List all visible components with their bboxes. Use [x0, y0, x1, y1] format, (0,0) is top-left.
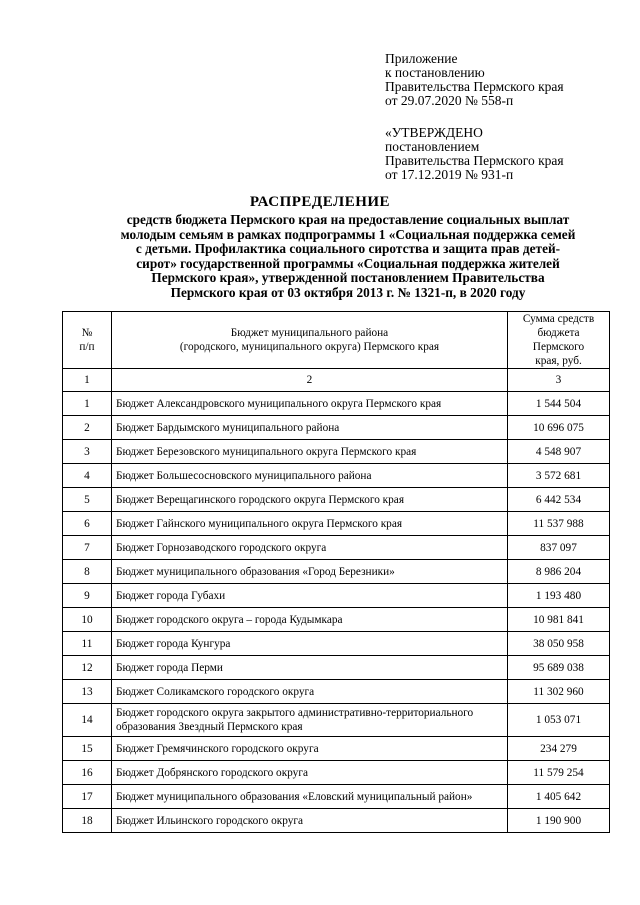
header-sum: Сумма средств бюджета Пермского края, руб.: [508, 312, 610, 369]
row-sum: 11 537 988: [508, 512, 610, 536]
row-sum: 1 544 504: [508, 392, 610, 416]
distribution-table: [62, 311, 610, 833]
table-row: [63, 392, 610, 416]
table-header-row: [63, 312, 610, 369]
row-sum: 1 405 642: [508, 785, 610, 809]
table-body: [63, 369, 610, 833]
row-number: 3: [63, 440, 112, 464]
row-number: 14: [63, 704, 112, 737]
row-number: 5: [63, 488, 112, 512]
row-budget-name: Бюджет Горнозаводского городского округа: [112, 536, 508, 560]
row-sum: 234 279: [508, 737, 610, 761]
row-sum: 837 097: [508, 536, 610, 560]
row-budget-name: Бюджет Большесосновского муниципального района: [112, 464, 508, 488]
row-number: 8: [63, 560, 112, 584]
subtitle-line: средств бюджета Пермского края на предоставление социальных выплат: [126, 212, 570, 227]
row-number: 10: [63, 608, 112, 632]
row-sum: 10 981 841: [508, 608, 610, 632]
row-number: 1: [63, 392, 112, 416]
row-budget-name: Бюджет муниципального образования «Еловский муниципальный район»: [112, 785, 508, 809]
row-number: 4: [63, 464, 112, 488]
table-row: [63, 680, 610, 704]
row-number: 9: [63, 584, 112, 608]
appendix-line: от 29.07.2020 № 558-п: [385, 93, 514, 108]
row-sum: 38 050 958: [508, 632, 610, 656]
row-budget-name: Бюджет муниципального образования «Город Березники»: [112, 560, 508, 584]
row-budget-name: Бюджет Верещагинского городского округа Пермского края: [112, 488, 508, 512]
table-row: [63, 704, 610, 737]
row-sum: 4 548 907: [508, 440, 610, 464]
row-budget-name: Бюджет города Губахи: [112, 584, 508, 608]
approval-line: от 17.12.2019 № 931-п: [385, 167, 514, 182]
row-number: 15: [63, 737, 112, 761]
row-budget-name: Бюджет Добрянского городского округа: [112, 761, 508, 785]
document-title: РАСПРЕДЕЛЕНИЕ: [249, 194, 391, 210]
row-budget-name: Бюджет Бардымского муниципального района: [112, 416, 508, 440]
table-row: [63, 584, 610, 608]
table-row: [63, 737, 610, 761]
table-row: [63, 656, 610, 680]
approval-line: Правительства Пермского края: [385, 153, 564, 168]
row-budget-name: Бюджет Александровского муниципального округа Пермского края: [112, 392, 508, 416]
row-budget-name: Бюджет Березовского муниципального округа Пермского края: [112, 440, 508, 464]
table-index-row: [63, 369, 610, 392]
row-number: 6: [63, 512, 112, 536]
row-number: 7: [63, 536, 112, 560]
row-budget-name: Бюджет города Кунгура: [112, 632, 508, 656]
row-sum: 1 053 071: [508, 704, 610, 737]
index-cell: 1: [63, 369, 112, 392]
index-cell: 3: [508, 369, 610, 392]
row-sum: 1 193 480: [508, 584, 610, 608]
subtitle-line: сирот» государственной программы «Социальная поддержка жителей: [136, 255, 560, 271]
row-number: 13: [63, 680, 112, 704]
table-row: [63, 488, 610, 512]
index-cell: 2: [112, 369, 508, 392]
header-number: № п/п: [63, 312, 112, 369]
document-subtitle: [88, 213, 608, 301]
table-row: [63, 560, 610, 584]
table-row: [63, 416, 610, 440]
row-number: 18: [63, 809, 112, 833]
row-sum: 11 579 254: [508, 761, 610, 785]
row-sum: 95 689 038: [508, 656, 610, 680]
row-budget-name: Бюджет Соликамского городского округа: [112, 680, 508, 704]
appendix-line: к постановлению: [385, 65, 485, 80]
row-number: 12: [63, 656, 112, 680]
row-sum: 6 442 534: [508, 488, 610, 512]
row-budget-name: Бюджет городского округа – города Кудымкара: [112, 608, 508, 632]
row-budget-name: Бюджет городского округа закрытого административно-территориального образования Звездный Пермского края: [112, 704, 508, 737]
row-sum: 3 572 681: [508, 464, 610, 488]
row-budget-name: Бюджет Гремячинского городского округа: [112, 737, 508, 761]
row-number: 11: [63, 632, 112, 656]
appendix-line: Приложение: [385, 51, 458, 66]
appendix-block: [385, 52, 564, 108]
row-sum: 1 190 900: [508, 809, 610, 833]
table-row: [63, 761, 610, 785]
appendix-line: Правительства Пермского края: [385, 79, 564, 94]
table-row: [63, 440, 610, 464]
subtitle-line: молодым семьям в рамках подпрограммы 1 «Социальная поддержка семей: [120, 226, 576, 242]
row-budget-name: Бюджет Гайнского муниципального округа Пермского края: [112, 512, 508, 536]
row-budget-name: Бюджет города Перми: [112, 656, 508, 680]
table-row: [63, 536, 610, 560]
table-row: [63, 464, 610, 488]
row-number: 16: [63, 761, 112, 785]
table-row: [63, 785, 610, 809]
row-sum: 8 986 204: [508, 560, 610, 584]
table-row: [63, 809, 610, 833]
approval-line: «УТВЕРЖДЕНО: [385, 125, 483, 140]
table-row: [63, 608, 610, 632]
table-row: [63, 632, 610, 656]
row-number: 2: [63, 416, 112, 440]
subtitle-line: Пермского края от 03 октября 2013 г. № 1321-п, в 2020 году: [170, 284, 526, 300]
subtitle-line: Пермского края», утвержденной постановлением Правительства: [151, 270, 545, 286]
row-sum: 11 302 960: [508, 680, 610, 704]
subtitle-line: с детьми. Профилактика социального сиротства и защита прав детей-: [135, 241, 561, 257]
header-budget: Бюджет муниципального района (городского, муниципального округа) Пермского края: [112, 312, 508, 369]
approval-line: постановлением: [385, 139, 480, 154]
table-row: [63, 512, 610, 536]
row-sum: 10 696 075: [508, 416, 610, 440]
row-budget-name: Бюджет Ильинского городского округа: [112, 809, 508, 833]
row-number: 17: [63, 785, 112, 809]
approval-block: [385, 126, 564, 182]
